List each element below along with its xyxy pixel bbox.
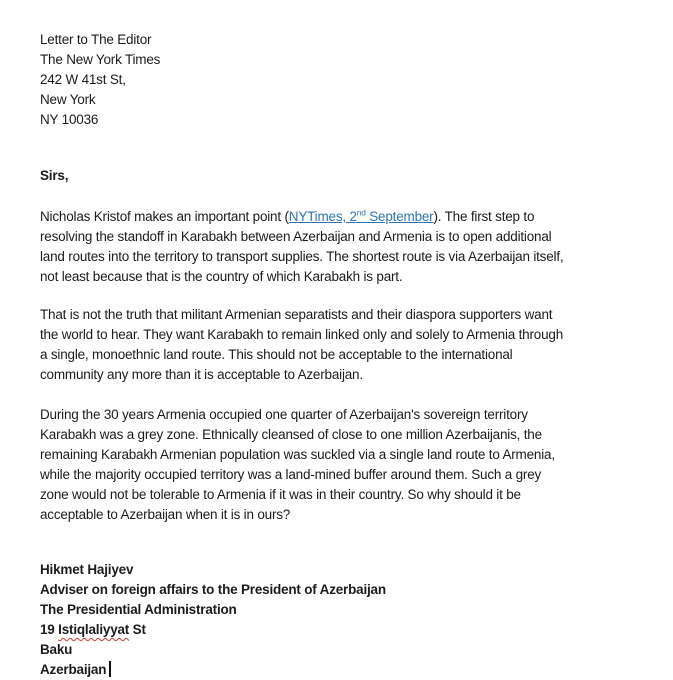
paragraph-3-line: while the majority occupied territory was a land-mined buffer around them. Such a grey: [40, 467, 542, 482]
street-number: 19: [40, 622, 59, 637]
street-suffix: St: [129, 622, 146, 637]
link-ordinal-superscript: nd: [356, 207, 366, 218]
recipient-line: The New York Times: [40, 52, 161, 67]
paragraph-2-line: That is not the truth that militant Armenian separatists and their diaspora supporters want: [40, 307, 553, 322]
paragraph-1-line: resolving the standoff in Karabakh between Azerbaijan and Armenia is to open additional: [40, 229, 552, 244]
paragraph-1-line: not least because that is the country of which Karabakh is part.: [40, 269, 403, 284]
signature-block: [40, 560, 645, 680]
paragraph-2-line: the world to hear. They want Karabakh to remain linked only and solely to Armenia through: [40, 327, 564, 342]
signature-country-line: [40, 660, 645, 680]
paragraph-1-text-after-link: ). The first step to: [433, 209, 535, 224]
paragraph-1-text-before-link: Nicholas Kristof makes an important point (: [40, 209, 289, 224]
signature-country: Azerbaijan: [40, 662, 107, 677]
salutation: Sirs,: [40, 168, 69, 183]
paragraph-1-line: land routes into the territory to transport supplies. The shortest route is via Azerbaijan itself,: [40, 249, 564, 264]
link-text-end: September: [365, 209, 434, 224]
paragraph-1-line: [40, 207, 645, 227]
recipient-line: NY 10036: [40, 112, 99, 127]
signature-title: Adviser on foreign affairs to the President of Azerbaijan: [40, 582, 386, 597]
spellcheck-squiggle-word: Istiqlaliyyat: [58, 622, 130, 637]
paragraph-3-line: acceptable to Azerbaijan when it is in ours?: [40, 507, 291, 522]
paragraph-3-line: Karabakh was a grey zone. Ethnically cleansed of close to one million Azerbaijanis, the: [40, 427, 542, 442]
recipient-address: [40, 30, 645, 130]
signature-organization: The Presidential Administration: [40, 602, 237, 617]
paragraph-2-line: a single, monoethnic land route. This should not be acceptable to the international: [40, 347, 513, 362]
recipient-line: 242 W 41st St,: [40, 72, 126, 87]
nytimes-article-link[interactable]: [289, 209, 434, 224]
paragraph-3-line: During the 30 years Armenia occupied one quarter of Azerbaijan's sovereign territory: [40, 407, 528, 422]
paragraph-3-line: zone would not be tolerable to Armenia if it was in their country. So why should it be: [40, 487, 521, 502]
paragraph-2-line: community any more than it is acceptable to Azerbaijan.: [40, 367, 363, 382]
link-text-start: NYTimes, 2: [288, 209, 357, 224]
signature-city: Baku: [40, 642, 73, 657]
recipient-line: New York: [40, 92, 96, 107]
signature-street: [40, 620, 645, 640]
signature-name: Hikmet Hajiyev: [40, 562, 134, 577]
paragraph-3-line: remaining Karabakh Armenian population was suckled via a single land route to Armenia,: [40, 447, 555, 462]
text-insertion-cursor: [109, 661, 111, 677]
paragraph-3: [40, 405, 645, 525]
paragraph-1: [40, 207, 645, 287]
paragraph-2: [40, 305, 645, 385]
recipient-line: Letter to The Editor: [40, 32, 152, 47]
